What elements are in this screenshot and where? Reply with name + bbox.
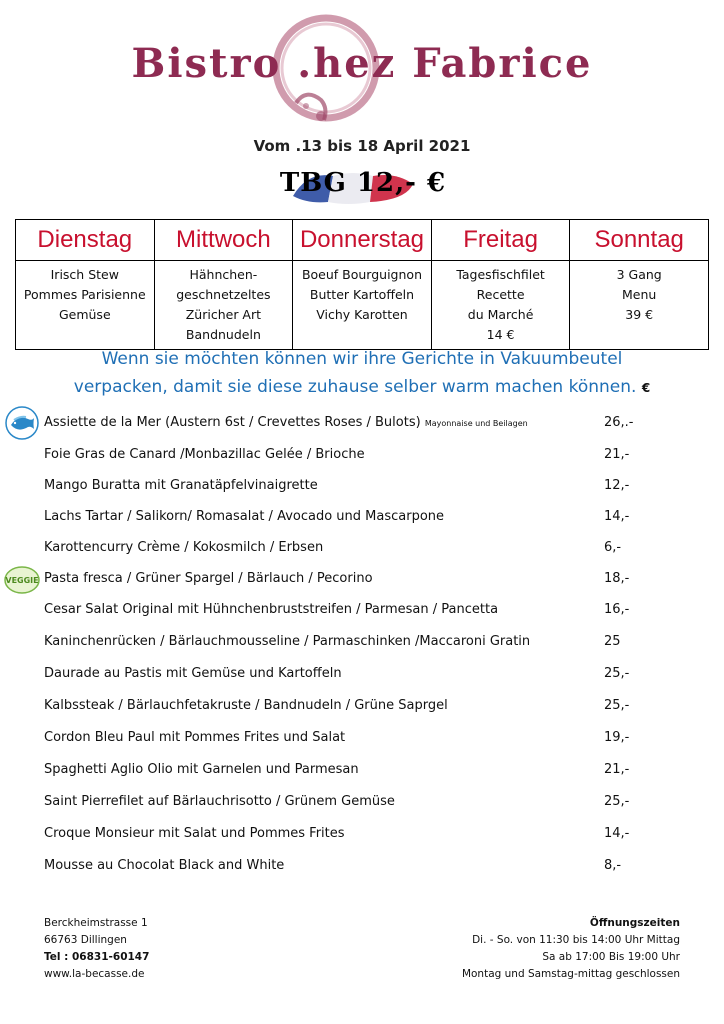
veggie-badge-icon bbox=[3, 565, 41, 595]
menu-item-price: 25,- bbox=[604, 794, 630, 809]
dish-line: Recette bbox=[476, 287, 525, 302]
dish-line: Züricher Art bbox=[185, 307, 262, 322]
menu-item bbox=[44, 602, 664, 622]
menu-item-note: Mayonnaise und Beilagen bbox=[424, 419, 528, 428]
dish-line: Boeuf Bourguignon bbox=[301, 267, 422, 282]
menu-item-name: Kalbssteak / Bärlauchfetakruste / Bandnudeln / Grüne Saprgel bbox=[44, 698, 448, 713]
dish-line: Bandnudeln bbox=[185, 327, 261, 342]
dish-line: 14 € bbox=[486, 327, 515, 342]
menu-item bbox=[44, 509, 664, 529]
menu-item bbox=[44, 826, 664, 846]
hours-title: Öffnungszeiten bbox=[589, 917, 680, 929]
vacuum-notice bbox=[0, 345, 724, 402]
menu-item bbox=[44, 762, 664, 782]
menu-item-price: 21,- bbox=[604, 762, 630, 777]
menu-item-price: 25 bbox=[604, 634, 621, 649]
menu-item-name: Croque Monsieur mit Salat und Pommes Frites bbox=[44, 826, 345, 841]
hours-line: Montag und Samstag-mittag geschlossen bbox=[461, 968, 680, 980]
dish-line: Pommes Parisienne bbox=[23, 287, 146, 302]
menu-item bbox=[44, 540, 664, 560]
menu-item-name: Karottencurry Crème / Kokosmilch / Erbsen bbox=[44, 540, 324, 555]
menu-item-price: 26,.- bbox=[604, 415, 634, 430]
menu-item-name: Foie Gras de Canard /Monbazillac Gelée / Brioche bbox=[44, 447, 365, 462]
dish-line: Butter Kartoffeln bbox=[309, 287, 415, 302]
address-city: 66763 Dillingen bbox=[44, 934, 127, 946]
menu-item-price: 16,- bbox=[604, 602, 630, 617]
menu-item-name: Mousse au Chocolat Black and White bbox=[44, 858, 285, 873]
menu-item-name: Spaghetti Aglio Olio mit Garnelen und Parmesan bbox=[44, 762, 359, 777]
hours-line: Sa ab 17:00 Bis 19:00 Uhr bbox=[542, 951, 680, 963]
menu-item-name: Pasta fresca / Grüner Spargel / Bärlauch / Pecorino bbox=[44, 571, 373, 586]
menu-item-name: Daurade au Pastis mit Gemüse und Kartoffeln bbox=[44, 666, 342, 681]
notice-line: Wenn sie möchten können wir ihre Gerichte in Vakuumbeutel bbox=[101, 349, 623, 369]
menu-item-name: Cesar Salat Original mit Hühnchenbruststreifen / Parmesan / Pancetta bbox=[44, 602, 499, 617]
menu-item-price: 25,- bbox=[604, 666, 630, 681]
euro-sign: € bbox=[641, 381, 651, 395]
menu-item-price: 14,- bbox=[604, 509, 630, 524]
dish-line: Gemüse bbox=[58, 307, 111, 322]
menu-item-name: Lachs Tartar / Salikorn/ Romasalat / Avocado und Mascarpone bbox=[44, 509, 445, 524]
menu-item bbox=[44, 415, 664, 435]
day-dish-cell bbox=[431, 261, 570, 350]
fish-icon bbox=[4, 405, 40, 441]
dish-line: Vichy Karotten bbox=[316, 307, 408, 322]
dish-line: 39 € bbox=[625, 307, 654, 322]
day-dish-cell bbox=[293, 261, 432, 350]
day-dish-cell bbox=[16, 261, 155, 350]
veggie-badge-shape bbox=[3, 565, 41, 595]
footer-address bbox=[44, 915, 149, 983]
menu-item-price: 21,- bbox=[604, 447, 630, 462]
menu-item bbox=[44, 634, 664, 654]
menu-item bbox=[44, 698, 664, 718]
dish-line: Hähnchen- bbox=[189, 267, 258, 282]
menu-item-price: 6,- bbox=[604, 540, 622, 555]
menu-item bbox=[44, 571, 664, 591]
tbg-price: TBG 12,- € bbox=[279, 168, 447, 198]
dish-line: Tagesfischfilet bbox=[456, 267, 545, 282]
address-phone: Tel : 06831-60147 bbox=[44, 951, 150, 963]
menu-item bbox=[44, 858, 664, 878]
menu-item bbox=[44, 730, 664, 750]
date-range: Vom .13 bis 18 April 2021 bbox=[253, 137, 471, 155]
dish-line: geschnetzeltes bbox=[176, 287, 271, 302]
menu-item-name: Assiette de la Mer (Austern 6st / Crevettes Roses / Bulots) Mayonnaise und Beilagen bbox=[44, 415, 528, 430]
weekday-dish-row bbox=[16, 261, 709, 350]
menu-item bbox=[44, 666, 664, 686]
menu-item-price: 18,- bbox=[604, 571, 630, 586]
day-dish-cell bbox=[154, 261, 293, 350]
menu-item-price: 25,- bbox=[604, 698, 630, 713]
day-header: Dienstag bbox=[16, 220, 155, 261]
footer-hours bbox=[462, 915, 680, 983]
day-header: Sonntag bbox=[570, 220, 709, 261]
address-street: Berckheimstrasse 1 bbox=[44, 917, 148, 929]
day-header: Donnerstag bbox=[293, 220, 432, 261]
dish-line: Irisch Stew bbox=[50, 267, 119, 282]
notice-line: verpacken, damit sie diese zuhause selber warm machen können. bbox=[73, 377, 637, 397]
menu-item bbox=[44, 447, 664, 467]
menu-item-name: Saint Pierrefilet auf Bärlauchrisotto / Grünem Gemüse bbox=[44, 794, 395, 809]
logo bbox=[0, 0, 724, 140]
dish-line: du Marché bbox=[467, 307, 534, 322]
logo-text: Bistro .hez Fabrice bbox=[131, 40, 593, 87]
day-header: Mittwoch bbox=[154, 220, 293, 261]
menu-item-name: Mango Buratta mit Granatäpfelvinaigrette bbox=[44, 478, 318, 493]
day-header: Freitag bbox=[431, 220, 570, 261]
menu-item-price: 14,- bbox=[604, 826, 630, 841]
menu-item bbox=[44, 478, 664, 498]
tbg-banner bbox=[252, 164, 474, 208]
menu-item-price: 19,- bbox=[604, 730, 630, 745]
weekly-menu-table bbox=[15, 219, 709, 350]
dish-line: Menu bbox=[622, 287, 657, 302]
day-dish-cell bbox=[570, 261, 709, 350]
menu-item-price: 12,- bbox=[604, 478, 630, 493]
menu-item-name: Cordon Bleu Paul mit Pommes Frites und Salat bbox=[44, 730, 346, 745]
menu-item-name: Kaninchenrücken / Bärlauchmousseline / Parmaschinken /Maccaroni Gratin bbox=[44, 634, 531, 649]
menu-item-price: 8,- bbox=[604, 858, 622, 873]
veggie-label: VEGGIE bbox=[5, 576, 39, 585]
menu-item bbox=[44, 794, 664, 814]
weekday-header-row bbox=[16, 220, 709, 261]
dish-line: 3 Gang bbox=[616, 267, 662, 282]
address-website: www.la-becasse.de bbox=[44, 968, 145, 980]
hours-line: Di. - So. von 11:30 bis 14:00 Uhr Mittag bbox=[472, 934, 680, 946]
